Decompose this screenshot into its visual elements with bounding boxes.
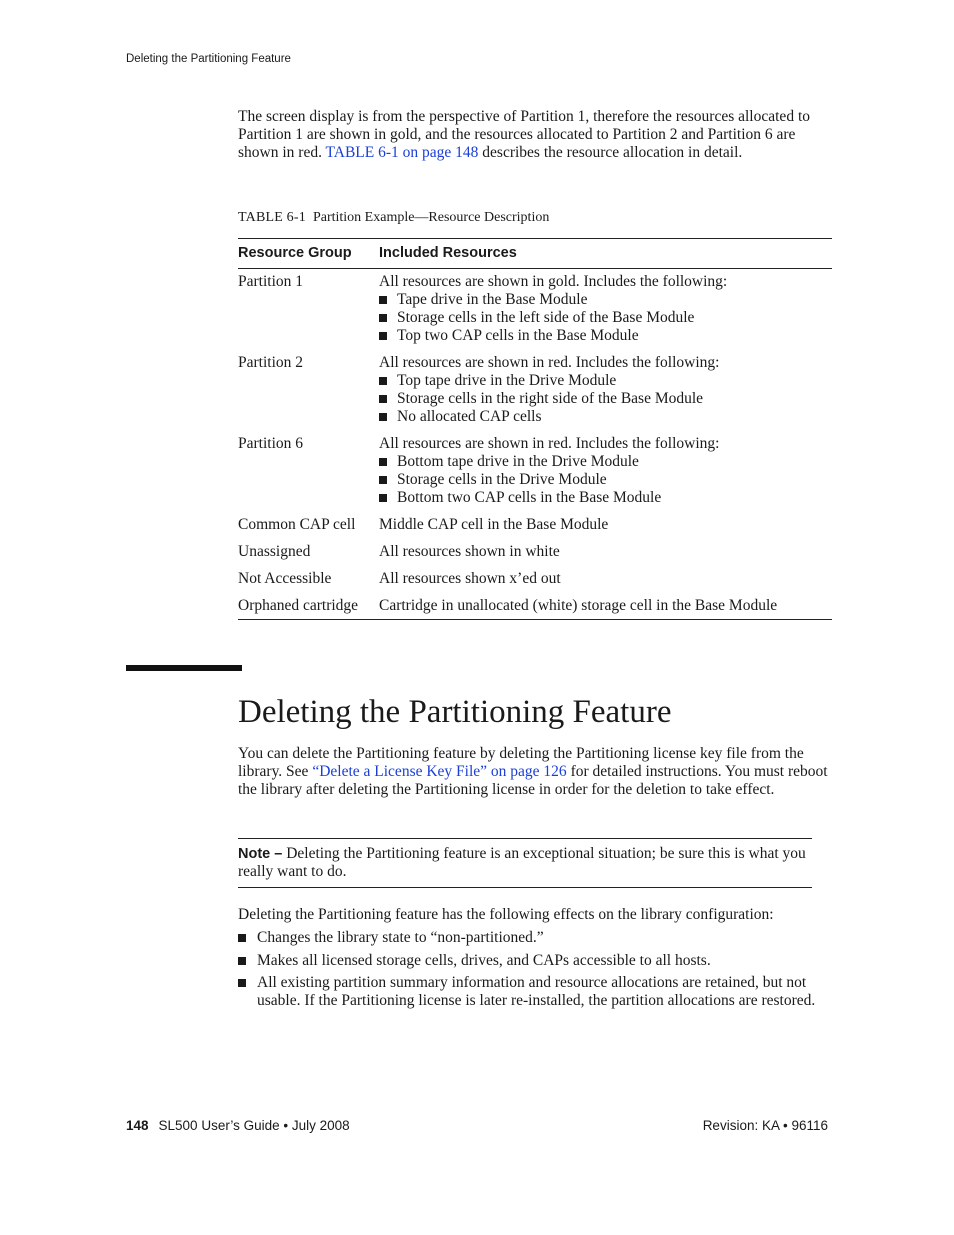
column-header-included-resources: Included Resources — [379, 239, 832, 269]
resource-description: All resources shown in white — [379, 543, 560, 560]
effects-intro: Deleting the Partitioning feature has the following effects on the library configuration: — [238, 906, 774, 923]
resource-description: All resources shown x’ed out — [379, 570, 561, 587]
included-resources-cell — [379, 534, 832, 561]
table-row — [238, 534, 832, 561]
list-item — [379, 453, 832, 471]
bullet-icon — [238, 957, 246, 965]
resource-items-list — [379, 453, 832, 507]
included-resources-cell — [379, 345, 832, 426]
resource-group-cell: Not Accessible — [238, 570, 332, 587]
resource-table — [238, 238, 832, 620]
intro-text: The screen display is from the perspective of Partition 1, therefore the resources allocated to Partition 1 are shown in gold, and the resources allocated to Partition 2 and Partition 6 are shown in red. — [238, 108, 810, 161]
list-item — [379, 309, 832, 327]
included-resources-cell — [379, 269, 832, 346]
table-header-row — [238, 239, 832, 269]
list-item — [238, 929, 832, 947]
resource-description: All resources are shown in gold. Includes the following: — [379, 273, 728, 290]
bullet-icon — [238, 979, 246, 987]
list-item — [379, 291, 832, 309]
included-resources-cell — [379, 426, 832, 507]
note-content — [238, 845, 832, 880]
table-row — [238, 269, 832, 346]
resource-item-text: Storage cells in the right side of the Base Module — [397, 390, 704, 407]
included-resources-cell — [379, 588, 832, 620]
resource-description: Middle CAP cell in the Base Module — [379, 516, 609, 533]
list-item — [379, 327, 832, 345]
intro-paragraph — [238, 108, 832, 162]
delete-paragraph — [238, 745, 832, 799]
section-heading-bar — [126, 665, 242, 671]
resource-description: All resources are shown in red. Includes the following: — [379, 435, 720, 452]
table-row — [238, 507, 832, 534]
table-cross-reference-link[interactable]: TABLE 6-1 on page 148 — [325, 144, 479, 161]
list-item — [238, 952, 832, 970]
bullet-icon — [238, 934, 246, 942]
resource-item-text: Bottom tape drive in the Drive Module — [397, 453, 639, 470]
resource-item-text: Bottom two CAP cells in the Base Module — [397, 489, 662, 506]
intro-text-end: describes the resource allocation in detail. — [478, 144, 743, 161]
bullet-icon — [379, 332, 387, 340]
page-number: 148 — [126, 1118, 149, 1133]
resource-item-text: Storage cells in the left side of the Base Module — [397, 309, 695, 326]
resource-item-text: Top two CAP cells in the Base Module — [397, 327, 639, 344]
list-item — [238, 974, 832, 1010]
included-resources-cell — [379, 507, 832, 534]
bullet-icon — [379, 377, 387, 385]
effects-list — [238, 929, 832, 1015]
bullet-icon — [379, 296, 387, 304]
resource-group-cell: Partition 1 — [238, 273, 304, 290]
column-header-resource-group: Resource Group — [238, 239, 379, 269]
resource-item-text: Tape drive in the Base Module — [397, 291, 588, 308]
bullet-icon — [379, 395, 387, 403]
list-item — [379, 390, 832, 408]
table-row — [238, 561, 832, 588]
effect-text: Makes all licensed storage cells, drives, and CAPs accessible to all hosts. — [257, 951, 711, 969]
doc-title: SL500 User’s Guide • July 2008 — [158, 1118, 350, 1133]
list-item — [379, 489, 832, 507]
resource-item-text: Storage cells in the Drive Module — [397, 471, 607, 488]
resource-group-cell: Common CAP cell — [238, 516, 356, 533]
resource-item-text: No allocated CAP cells — [397, 408, 542, 425]
table-row — [238, 345, 832, 426]
table-caption-number: TABLE 6-1 — [238, 210, 306, 225]
resource-description: Cartridge in unallocated (white) storage cell in the Base Module — [379, 597, 778, 614]
note-label: Note – — [238, 846, 283, 862]
note-text: Deleting the Partitioning feature is an exceptional situation; be sure this is what you really want to do. — [238, 845, 806, 880]
included-resources-cell — [379, 561, 832, 588]
resource-group-cell: Partition 6 — [238, 435, 304, 452]
resource-description: All resources are shown in red. Includes the following: — [379, 354, 720, 371]
resource-group-cell: Orphaned cartridge — [238, 588, 379, 620]
resource-item-text: Top tape drive in the Drive Module — [397, 372, 617, 389]
table-row — [238, 426, 832, 507]
resource-items-list — [379, 372, 832, 426]
effect-text: All existing partition summary information and resource allocations are retained, but not usable. If the Partitioning license is later re-installed, the partition allocations are restored. — [257, 974, 816, 1009]
bullet-icon — [379, 476, 387, 484]
table-caption-title: Partition Example—Resource Description — [312, 210, 550, 225]
delete-paragraph-text-end: for detailed instructions. You must reboot the library after deleting the Partitioning license in order for the deletion to take effect. — [238, 763, 828, 798]
resource-items-list — [379, 291, 832, 345]
resource-group-cell: Unassigned — [238, 543, 311, 560]
section-title: Deleting the Partitioning Feature — [238, 694, 672, 730]
bullet-icon — [379, 458, 387, 466]
footer-revision: Revision: KA • 96116 — [702, 1118, 828, 1133]
running-head: Deleting the Partitioning Feature — [126, 53, 291, 65]
list-item — [379, 471, 832, 489]
bullet-icon — [379, 494, 387, 502]
list-item — [379, 372, 832, 390]
license-key-cross-reference-link[interactable]: “Delete a License Key File” on page 126 — [312, 763, 567, 780]
note-box — [238, 838, 812, 888]
footer-left — [126, 1118, 350, 1133]
bullet-icon — [379, 413, 387, 421]
bullet-icon — [379, 314, 387, 322]
effect-text: Changes the library state to “non-partitioned.” — [257, 929, 544, 946]
resource-group-cell: Partition 2 — [238, 354, 304, 371]
table-row — [238, 588, 832, 620]
list-item — [379, 408, 832, 426]
table-caption — [238, 210, 549, 226]
delete-paragraph-text: You can delete the Partitioning feature by deleting the Partitioning license key file from the library. See — [238, 745, 804, 780]
